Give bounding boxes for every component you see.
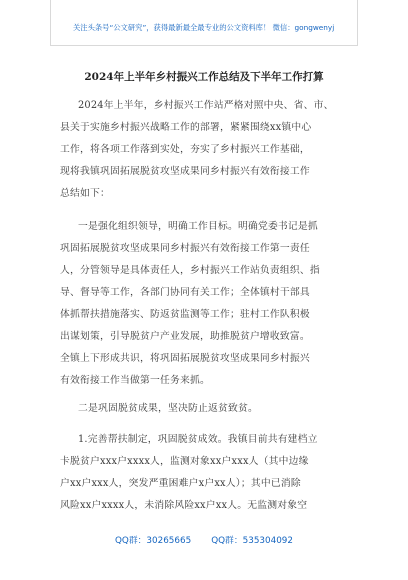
paragraph-line: 总结如下： xyxy=(60,188,110,199)
paragraph-line: 2024年上半年，乡村振兴工作站严格对照中央、省、市、 xyxy=(78,100,334,111)
paragraph-line: 全镇上下形成共识，将巩固拓展脱贫攻坚成果同乡村振兴 xyxy=(60,353,310,364)
paragraph-line: 出谋划策，引导脱贫户产业发展，助推脱贫户增收致富。 xyxy=(60,331,310,342)
qq-group-1: QQ群：30265665 xyxy=(114,536,192,546)
paragraph-line: 工作，将各项工作落到实处，夯实了乡村振兴工作基础， xyxy=(60,144,310,155)
promo-banner xyxy=(50,0,358,46)
paragraph-line: 1.完善帮扶制定，巩固脱贫成效。我镇目前共有建档立 xyxy=(78,434,318,445)
document-title: 2024年上半年乡村振兴工作总结及下半年工作打算 xyxy=(84,71,324,83)
paragraph-line: 导、督导等工作，各部门协同有关工作；全体镇村干部具 xyxy=(60,287,310,298)
paragraph-line: 人，分管领导是具体责任人，乡村振兴工作站负责组织、指 xyxy=(60,265,320,276)
paragraph-line: 县关于实施乡村振兴战略工作的部署，紧紧围绕xx镇中心 xyxy=(60,122,312,133)
paragraph-line: 体抓帮扶措施落实、防返贫监测等工作；驻村工作队积极 xyxy=(60,309,310,320)
paragraph-line: 户xx户xxx人，突发严重困难户x户xx人）；其中已消除 xyxy=(60,478,301,489)
paragraph-line: 有效衔接工作当做第一任务来抓。 xyxy=(60,375,210,386)
paragraph-line: 巩固拓展脱贫攻坚成果同乡村振兴有效衔接工作第一责任 xyxy=(60,243,310,254)
footer-contacts xyxy=(0,533,408,546)
promo-banner-text: 关注头条号“公文研究”，获得最新最全最专业的公文资料库！ 微信：gongwenyj xyxy=(73,23,335,32)
paragraph-line: 一是强化组织领导，明确工作目标。明确党委书记是抓 xyxy=(78,221,318,232)
paragraph-line: 二是巩固脱贫成果，坚决防止返贫致贫。 xyxy=(78,403,258,414)
paragraph-line: 卡脱贫户xxx户xxxx人，监测对象xx户xxx人（其中边缘 xyxy=(60,456,309,467)
qq-group-2: QQ群：535304092 xyxy=(211,536,294,546)
paragraph-line: 风险xx户xxxx人，未消除风险xx户xx人。无监测对象空 xyxy=(60,500,308,511)
paragraph-line: 现将我镇巩固拓展脱贫攻坚成果同乡村振兴有效衔接工作 xyxy=(60,166,310,177)
